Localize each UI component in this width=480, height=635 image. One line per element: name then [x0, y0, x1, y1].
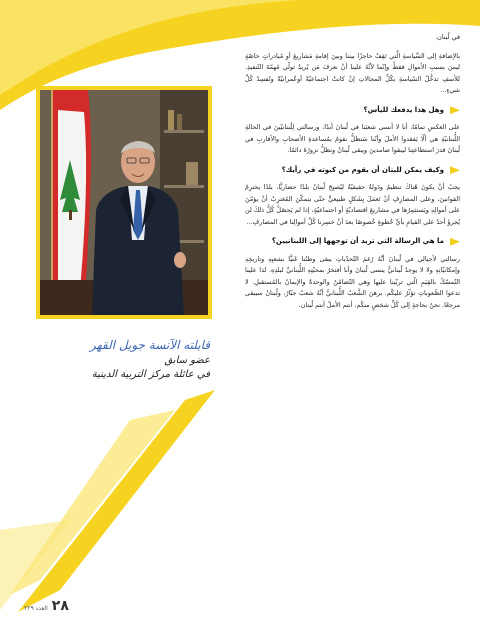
- portrait-illustration: [40, 90, 208, 315]
- portrait-photo-frame: [36, 86, 212, 319]
- intro-fragment: في لُبنان.: [435, 33, 460, 41]
- issue-number: العدد ٢٢٩: [24, 605, 48, 612]
- article-body: [245, 32, 460, 318]
- paragraph-1: بالإضافةِ إلى السِّياسةِ الَّتي تَقِفُ حاجزًا بيننا وبينَ إقامةِ مَشاريعَ أو مُبادراتٍ خاصّةٍ ليسَ بسببِ الأموالِ فقطْ وإنّما لأنَّهُ علينا أنْ نعرفَ مَن يُريدُ تولّي مُهمّةَ التّنفيذِ. للأسفِ تدخُّلُ السّياسةِ بكُلِّ المجالاتِ إنْ كانتْ اجتماعيّةً أوعُمرانيّةً وتُفسِدُ كُلَّ شيءٍ...: [245, 51, 460, 94]
- portrait-photo: [40, 90, 208, 315]
- question-3: [245, 236, 460, 248]
- question-2-text: وكيف يمكن للبنان أن يقوم من كبوته في رأيك؟: [281, 165, 444, 174]
- triangle-bullet-icon: [450, 166, 460, 174]
- question-1-text: وهل هذا يدفعك لليأس؟: [363, 105, 444, 114]
- answer-2: يجبُ أنْ يكونَ هُناكَ تنظيمٌ ودَولةٌ حقيقيّةٌ ليُصبِحَ لُبنانُ بلدًا حضاريًّا، بلدًا يحترِمُ القوانينَ، وعلى المصارِفِ أنْ تَعمَلَ بِشَكلٍ طبيعيٍّ حتّى يتمكّنَ المُغترِبُ أنْ يؤمّنَ على أموالِهِ ويَستثمِرُها في مشاريعَ اقتصاديّةٍ أو اجتماعيّةٍ، إذا لم يَحصُلْ كُلُّ ذلكَ لن يُجرؤَ أحدٌ على القيامِ بأيِّ خُطوةٍ خُصوصًا بعدَ أنْ خسِرنا كُلَّ أموالِنا في المصارفِ...: [245, 183, 460, 226]
- question-1: [245, 105, 460, 117]
- question-3-text: ما هي الرسالة التي تريد أن توجهها إلى اللبنانيين؟: [271, 237, 444, 245]
- answer-1: على العكسِ تمامًا، أنا لا أنسى شعبَنا في لُبنانَ أبدًا، ورسالتي لِلُبنانيّينَ في الحالةِ اللُّبنانيّةِ هي ألّا يَفقدوا الأملَ وأنّنا سَنظلُّ نقومُ بمُساعدةِ الأصحابِ والأقاربِ في لُبنانَ قدرَ استطاعتِنا ليبقوا صامدينَ ويبقى لُبنانُ ونظلُّ نزورُهُ دائمًا.: [245, 123, 460, 154]
- photo-caption: [40, 338, 210, 382]
- triangle-bullet-icon: [450, 106, 460, 114]
- page-folio: [24, 598, 69, 614]
- bottom-yellow-swoosh: [0, 380, 230, 620]
- triangle-bullet-icon: [450, 238, 460, 246]
- answer-3: رسالتي لأجيالي في لُبنانَ أنَّهُ رُغمَ التّحدّياتِ يبقى وطنُنا غَنيًّا بشعبِهِ وتاريخِهِ وإمكانيّاتِهِ ولا لا يوجدُ لُبنانيٌّ ينسى لُبنانَ وأنا أفتخرُ بمحبّتِهِ اللُّبنانيِّ لبلدِهِ. لذا علينا التّمسّكُ بالقِيَمِ الّتي تربّينا عليها وهي التّضامُنُ والوحدةُ والإيمانُ بالمُستقبلِ. لا تدعوا الصُّعوباتِ تؤثّرُ عليكُم. برهنَ الشَّعبُ اللُّبنانيُّ أنَّهُ شعبٌ جبّارٌ، ولُبنانُ سيبقى مرجعًا. نحنُ بحاجةٍ إلى كُلِّ شخصٍ منكُم، أنتم الأملُ أنتم لُبنان.: [245, 254, 460, 309]
- interviewer-name: قابلته الآنسة جويل القهر: [89, 338, 210, 352]
- page-number: ٢٨: [51, 598, 69, 614]
- caption-line-1: عضو سابق: [164, 355, 210, 366]
- question-2: [245, 165, 460, 177]
- caption-line-2: في عائلة مركز التربية الدينية: [91, 369, 210, 380]
